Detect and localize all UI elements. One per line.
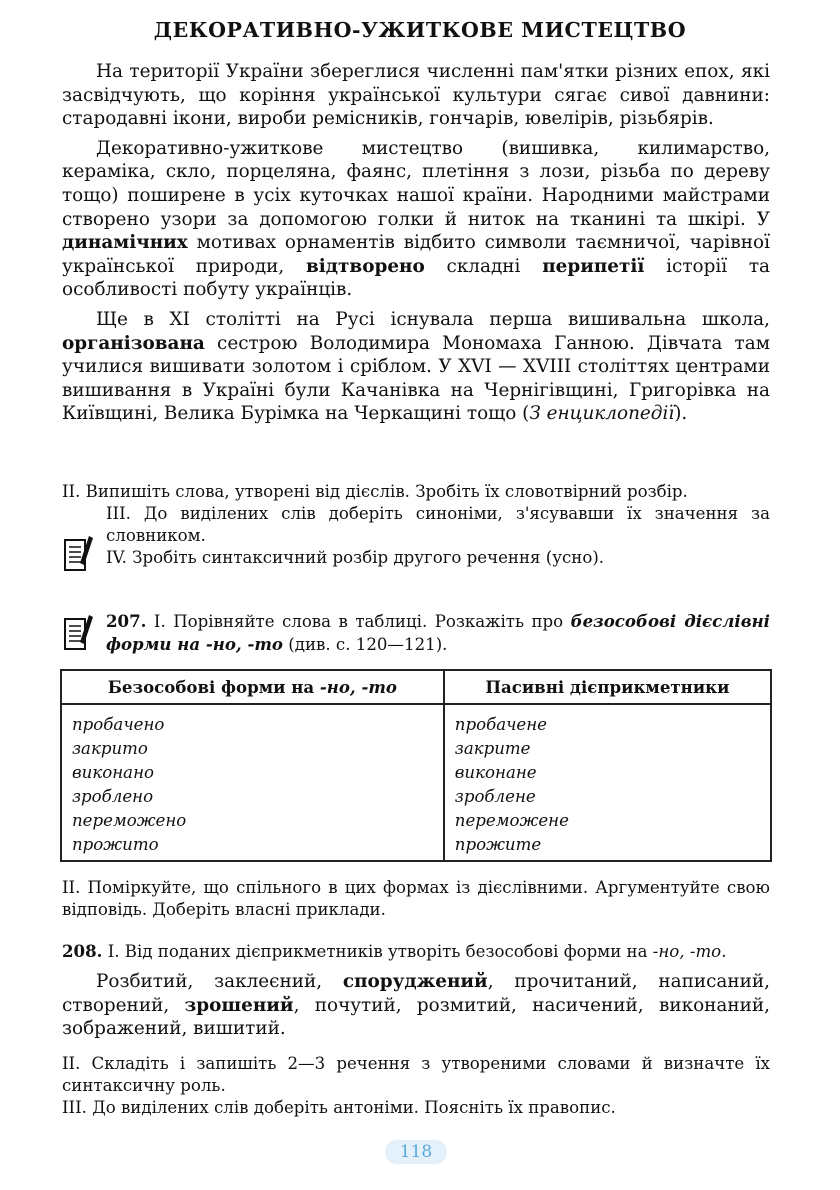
paragraph-1: На території України збереглися численні пам'ятки різних епох, які засвідчують, що коріння української культури сягає сивої давнини: стародавні ікони, вироби ремісників, гончарів, ювелірів, різьбярів. bbox=[62, 61, 770, 130]
paragraph-2: Декоративно-ужиткове мистецтво (вишивка, килимарство, кераміка, скло, порцеляна, фаянс, плетіння з лози, різьба по дереву тощо) поширене в усіх куточках нашої країни. Народними майстрами створено узори за допомогою голки й ниток на тканині та шкірі. У динамічних мотивах орнаментів відбито символи таємничої, чарівної української природи, відтворено складні перипетії історії та особливості побуту українців. bbox=[62, 137, 770, 301]
table-cell: пробачене bbox=[454, 715, 547, 734]
page-number: 118 bbox=[385, 1140, 447, 1164]
table-cell: закрите bbox=[454, 739, 531, 758]
highlighted-word: перипетії bbox=[542, 255, 645, 277]
page-title: ДЕКОРАТИВНО-УЖИТКОВЕ МИСТЕЦТВО bbox=[153, 18, 687, 42]
table-cell: переможене bbox=[454, 811, 569, 830]
table-cell: пробачено bbox=[72, 715, 165, 734]
exercise-208-tasks bbox=[62, 1053, 770, 1119]
table-cell: переможено bbox=[72, 811, 187, 830]
exercise-208-intro: 208. I. Від поданих дієприкметників утворіть безособові форми на -но, -то. bbox=[62, 941, 727, 961]
passive-participles-column bbox=[444, 704, 771, 861]
highlighted-word: відтворено bbox=[306, 255, 425, 277]
table-row bbox=[61, 704, 771, 861]
pencil-notebook-icon bbox=[62, 533, 94, 573]
exercise-208-words: Розбитий, заклеєний, споруджений, прочитаний, написаний, створений, зрошений, почутий, розмитий, насичений, виконаний, зображений, вишитий. bbox=[62, 971, 770, 1040]
source-citation: З енциклопедії bbox=[529, 403, 675, 425]
table-header-row bbox=[61, 670, 771, 704]
table-header-impersonal: Безособові форми на -но, -то bbox=[61, 670, 444, 704]
exercise-207-intro: 207. I. Порівняйте слова в таблиці. Розкажіть про безособові дієслівні форми на -но, -то (див. с. 120—121). bbox=[106, 611, 770, 654]
tasks-206 bbox=[62, 481, 770, 569]
highlighted-word: організована bbox=[62, 332, 205, 354]
table-cell: прожите bbox=[454, 835, 542, 854]
highlighted-word: зрошений bbox=[184, 994, 294, 1016]
task-206-4: IV. Зробіть синтаксичний розбір другого речення (усно). bbox=[106, 548, 605, 567]
table-cell: прожито bbox=[72, 835, 159, 854]
table-cell: закрито bbox=[72, 739, 148, 758]
table-cell: зроблене bbox=[454, 787, 536, 806]
task-208-2: II. Складіть і запишіть 2—3 речення з утвореними словами й визначте їх синтаксичну роль. bbox=[62, 1054, 770, 1095]
task-206-3: III. До виділених слів доберіть синоніми, з'ясувавши їх значення за словником. bbox=[106, 504, 770, 545]
impersonal-forms-column bbox=[61, 704, 444, 861]
highlighted-term: безособові дієслівні форми на -но, -то bbox=[106, 611, 770, 654]
highlighted-word: споруджений bbox=[342, 971, 488, 992]
exercise-number: 208. bbox=[62, 941, 103, 961]
task-208-3: III. До виділених слів доберіть антоніми. Поясніть їх правопис. bbox=[62, 1098, 616, 1117]
table-cell: виконано bbox=[72, 763, 154, 782]
table-cell: виконане bbox=[454, 763, 537, 782]
table-cell: зроблено bbox=[72, 787, 154, 806]
forms-table bbox=[60, 669, 772, 862]
main-text bbox=[62, 60, 770, 426]
exercise-number: 207. bbox=[106, 611, 147, 631]
exercise-207-task-2: II. Поміркуйте, що спільного в цих формах із дієслівними. Аргументуйте свою відповідь. Доберіть власні приклади. bbox=[62, 878, 770, 919]
highlighted-word: динамічних bbox=[62, 232, 188, 254]
table-header-passive: Пасивні дієприкметники bbox=[444, 670, 771, 704]
paragraph-3: Ще в XI столітті на Русі існувала перша вишивальна школа, організована сестрою Володимира Мономаха Ганною. Дівчата там училися вишивати золотом і сріблом. У XVI — XVIII століттях центрами вишивання в Україні були Качанівка на Чернігівщині, Григорівка на Київщині, Велика Бурімка на Черкащині тощо (З енциклопедії). bbox=[62, 308, 770, 425]
task-206-2: II. Випишіть слова, утворені від дієслів. Зробіть їх словотвірний розбір. bbox=[62, 482, 688, 501]
